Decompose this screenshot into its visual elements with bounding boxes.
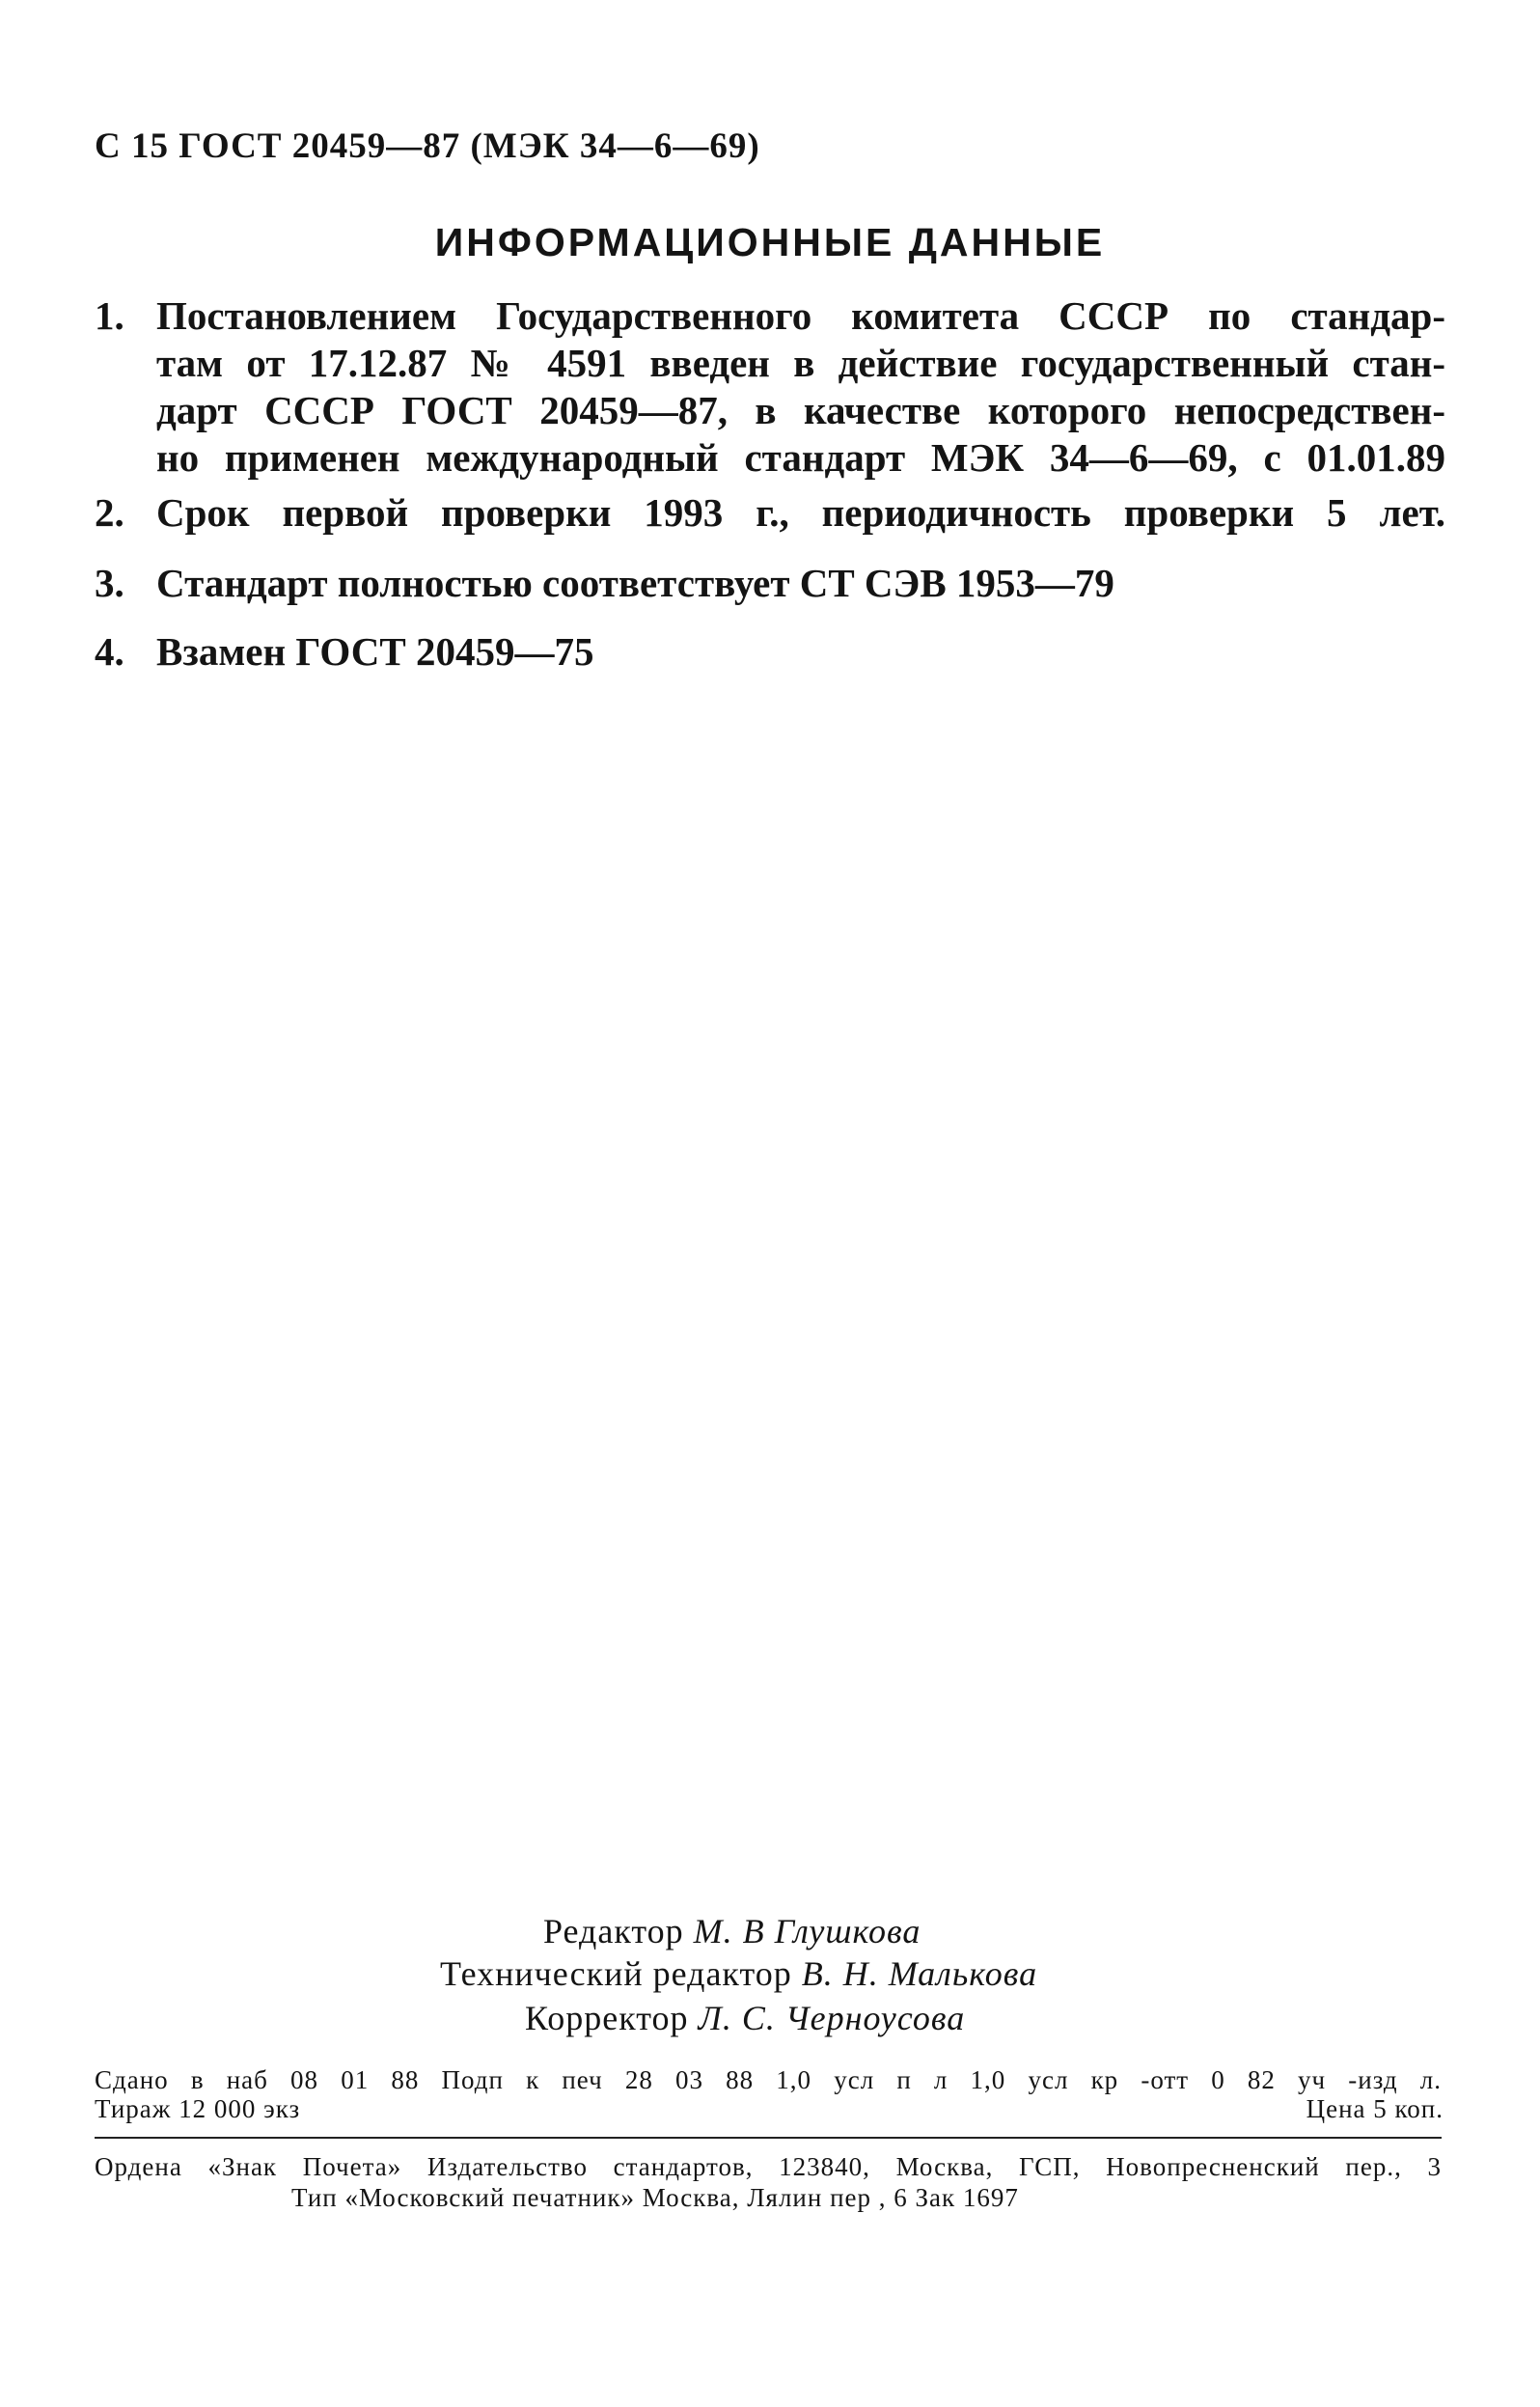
imprint-line: Сдано в наб 08 01 88 Подп к печ 28 03 88 1,0 усл п л 1,0 усл кр -отт 0 82 уч -изд л. (95, 2065, 1442, 2094)
editor-credit (543, 1911, 921, 1951)
item-number: 1. (95, 293, 124, 338)
item-line: там от 17.12.87 № 4591 введен в действие государственный стан- (156, 341, 1445, 385)
item-number: 3. (95, 561, 124, 605)
corrector-name: Л. С. Черноусова (698, 1999, 966, 2037)
editor-name: М. В Глушкова (693, 1912, 921, 1950)
item-line: Постановлением Государственного комитета СССР по стандар- (156, 293, 1445, 338)
item-text (156, 560, 1445, 607)
page-header: С 15 ГОСТ 20459—87 (МЭК 34—6—69) (95, 126, 760, 166)
publisher-line: Ордена «Знак Почета» Издательство стандартов, 123840, Москва, ГСП, Новопресненский пер., 3 (95, 2152, 1442, 2181)
item-line: Стандарт полностью соответствует СТ СЭВ 1953—79 (156, 561, 1114, 605)
item-text (156, 628, 1445, 676)
tech-editor-name: В. Н. Малькова (801, 1954, 1038, 1993)
item-line: дарт СССР ГОСТ 20459—87, в качестве которого непосредствен- (156, 388, 1445, 432)
item-number: 2. (95, 490, 124, 535)
editor-label: Редактор (543, 1912, 684, 1950)
tech-editor-credit (440, 1953, 1037, 1994)
item-line: Взамен ГОСТ 20459—75 (156, 629, 594, 674)
printer-line: Тип «Московский печатник» Москва, Лялин пер , 6 Зак 1697 (291, 2183, 1019, 2212)
corrector-credit (525, 1998, 965, 2038)
section-title: ИНФОРМАЦИОННЫЕ ДАННЫЕ (434, 220, 1106, 264)
divider (95, 2137, 1442, 2139)
price: Цена 5 коп. (1306, 2094, 1444, 2123)
item-line: Срок первой проверки 1993 г., периодичность проверки 5 лет. (156, 490, 1445, 535)
item-text (156, 292, 1445, 482)
item-text (156, 489, 1445, 537)
item-line: но применен международный стандарт МЭК 34—6—69, с 01.01.89 (156, 435, 1445, 480)
tech-editor-label: Технический редактор (440, 1954, 792, 1993)
print-run: Тираж 12 000 экз (95, 2094, 301, 2123)
corrector-label: Корректор (525, 1999, 689, 2037)
item-number: 4. (95, 629, 124, 674)
